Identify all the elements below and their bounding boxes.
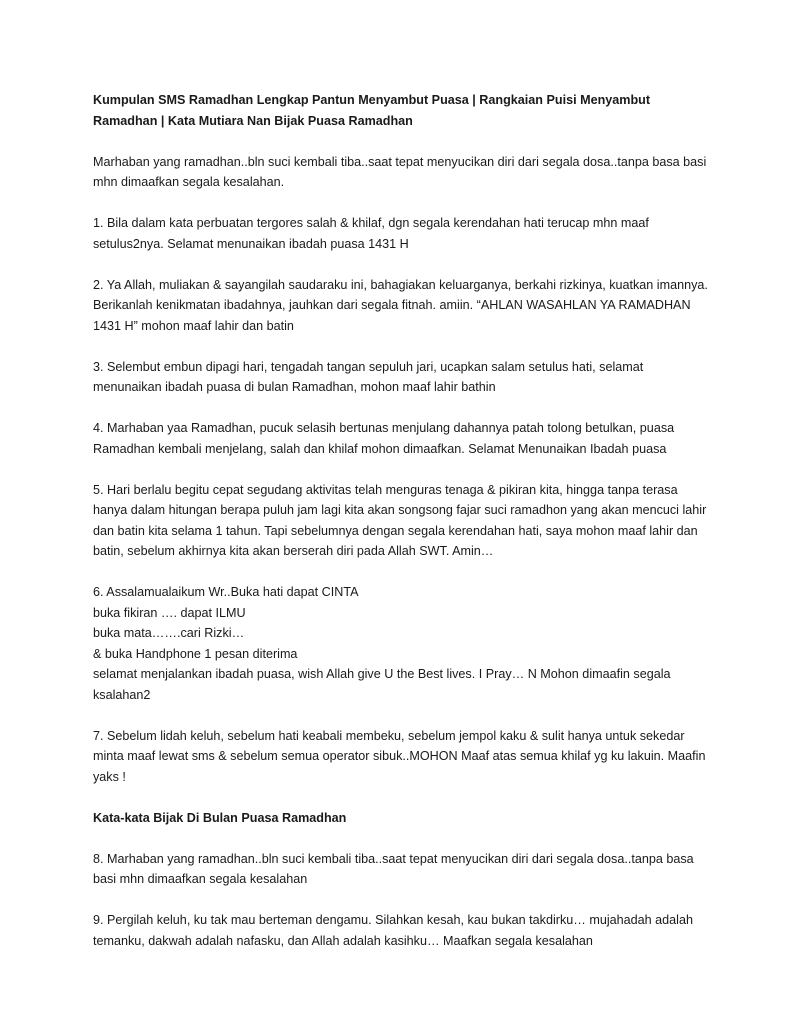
sms-item-3: 3. Selembut embun dipagi hari, tengadah tangan sepuluh jari, ucapkan salam setulus hati, selamat menunaikan ibadah puasa di bulan Ramadhan, mohon maaf lahir bathin (93, 359, 644, 394)
sms-item-4: 4. Marhaban yaa Ramadhan, pucuk selasih bertunas menjulang dahannya patah tolong betulkan, puasa Ramadhan kembali menjelang, salah dan khilaf mohon dimaafkan. Selamat Menunaikan Ibadah puasa (93, 421, 675, 456)
sms-item-5: 5. Hari berlalu begitu cepat segudang aktivitas telah menguras tenaga & pikiran kita, hingga tanpa terasa hanya dalam hitungan berapa puluh jam lagi kita akan songsong fajar suci ramadhon yang akan mencuci lahir dan batin kita selama 1 tahun. Tapi sebelumnya dengan segala kerendahan hati, saya mohon maaf lahir dan batin, sebelum akhirnya kita akan berserah diri pada Allah SWT. Amin… (93, 482, 707, 558)
sms-item-6-line: buka mata…….cari Rizki… (93, 626, 245, 640)
sms-item-6-line: & buka Handphone 1 pesan diterima (93, 646, 298, 661)
document-body (93, 90, 708, 972)
sms-item-8: 8. Marhaban yang ramadhan..bln suci kembali tiba..saat tepat menyucikan diri dari segala dosa..tanpa basa basi mhn dimaafkan segala kesalahan (93, 851, 694, 886)
sms-item-6-line: selamat menjalankan ibadah puasa, wish Allah give U the Best lives. I Pray… N Mohon dimaafin segala ksalahan2 (93, 667, 671, 702)
document-title: Kumpulan SMS Ramadhan Lengkap Pantun Menyambut Puasa | Rangkaian Puisi Menyambut Ramadhan | Kata Mutiara Nan Bijak Puasa Ramadhan (93, 93, 651, 128)
section-heading: Kata-kata Bijak Di Bulan Puasa Ramadhan (93, 810, 347, 825)
sms-item-6-line: buka fikiran …. dapat ILMU (93, 605, 246, 620)
sms-item-6 (93, 582, 708, 705)
sms-item-6-line: 6. Assalamualaikum Wr..Buka hati dapat CINTA (93, 585, 359, 599)
sms-item-9: 9. Pergilah keluh, ku tak mau berteman dengamu. Silahkan kesah, kau bukan takdirku… mujahadah adalah temanku, dakwah adalah nafasku, dan Allah adalah kasihku… Maafkan segala kesalahan (93, 913, 693, 948)
sms-item-1: 1. Bila dalam kata perbuatan tergores salah & khilaf, dgn segala kerendahan hati terucap mhn maaf setulus2nya. Selamat menunaikan ibadah puasa 1431 H (93, 216, 649, 251)
sms-item-2: 2. Ya Allah, muliakan & sayangilah saudaraku ini, bahagiakan keluarganya, berkahi rizkinya, kuatkan imannya. Berikanlah kenikmatan ibadahnya, jauhkan dari segala fitnah. amiin. “AHLAN WASAHLAN YA RAMADHAN 1431 H” mohon maaf lahir dan batin (93, 277, 708, 333)
sms-item-7: 7. Sebelum lidah keluh, sebelum hati keabali membeku, sebelum jempol kaku & sulit hanya untuk sekedar minta maaf lewat sms & sebelum semua operator sibuk..MOHON Maaf atas semua khilaf yg ku lakuin. Maafin yaks ! (93, 728, 706, 784)
intro-paragraph: Marhaban yang ramadhan..bln suci kembali tiba..saat tepat menyucikan diri dari segala dosa..tanpa basa basi mhn dimaafkan segala kesalahan. (93, 154, 707, 189)
